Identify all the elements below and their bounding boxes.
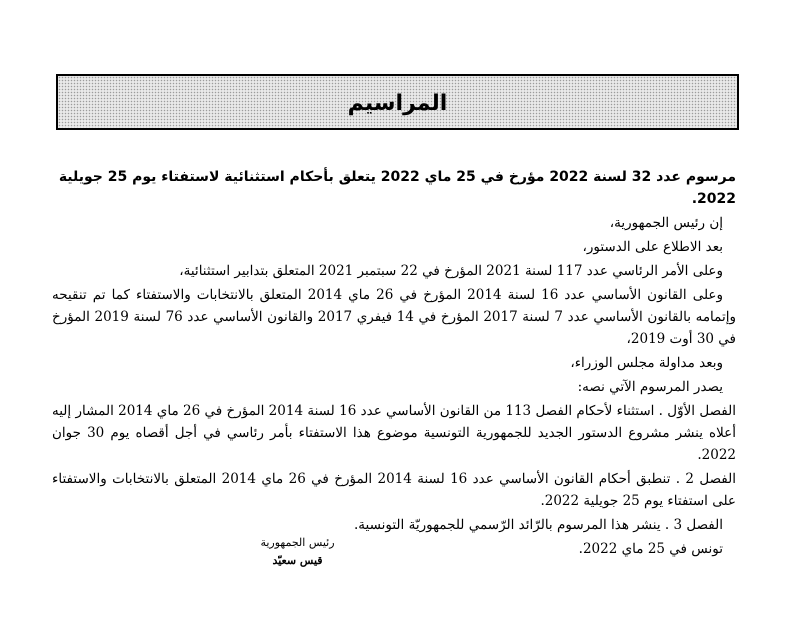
section-title: المراسيم <box>347 90 448 116</box>
signature-block <box>240 534 355 570</box>
decree-enactment: يصدر المرسوم الآتي نصه: <box>577 379 723 395</box>
decree-article-1: الفصل الأوّل . استثناء لأحكام الفصل 113 من القانون الأساسي عدد 16 لسنة 2014 المؤرخ في 26 ماي 2014 المشار إليه أعلاه ينشر مشروع الدستور الجديد للجمهورية التونسية موضوع هذا الاستفتاء بأمر رئاسي في أجل أقصاه يوم 30 جوان 2022. <box>52 403 736 463</box>
decree-article-3: الفصل 3 . ينشر هذا المرسوم بالرّائد الرّسمي للجمهوريّة التونسية. <box>353 517 723 533</box>
signature-role: رئيس الجمهورية <box>260 536 335 549</box>
decree-date-place: تونس في 25 ماي 2022. <box>578 541 723 557</box>
decree-preamble-constitution: بعد الاطلاع على الدستور، <box>582 239 723 255</box>
section-header <box>56 74 739 130</box>
decree-preamble-order-117: وعلى الأمر الرئاسي عدد 117 لسنة 2021 المؤرخ في 22 سبتمبر 2021 المتعلق بتدابير استثنائية، <box>179 263 723 279</box>
signature-name: قيس سعيّد <box>272 554 323 567</box>
decree-preamble-council: وبعد مداولة مجلس الوزراء، <box>570 355 723 371</box>
decree-title: مرسوم عدد 32 لسنة 2022 مؤرخ في 25 ماي 2022 يتعلق بأحكام استثنائية لاستفتاء يوم 25 جويلية 2022. <box>58 169 736 207</box>
decree-preamble-president: إن رئيس الجمهورية، <box>609 215 723 231</box>
decree-body <box>52 166 736 562</box>
decree-preamble-law-16: وعلى القانون الأساسي عدد 16 لسنة 2014 المؤرخ في 26 ماي 2014 المتعلق بالانتخابات والاستفتاء كما تم تنقيحه وإتمامه بالقانون الأساسي عدد 7 لسنة 2017 المؤرخ في 14 فيفري 2017 والقانون الأساسي عدد 76 لسنة 2019 المؤرخ في 30 أوت 2019، <box>52 287 737 347</box>
decree-article-2: الفصل 2 . تنطبق أحكام القانون الأساسي عدد 16 لسنة 2014 المؤرخ في 26 ماي 2014 المتعلق بالانتخابات والاستفتاء على استفتاء يوم 25 جويلية 2022. <box>52 471 736 509</box>
